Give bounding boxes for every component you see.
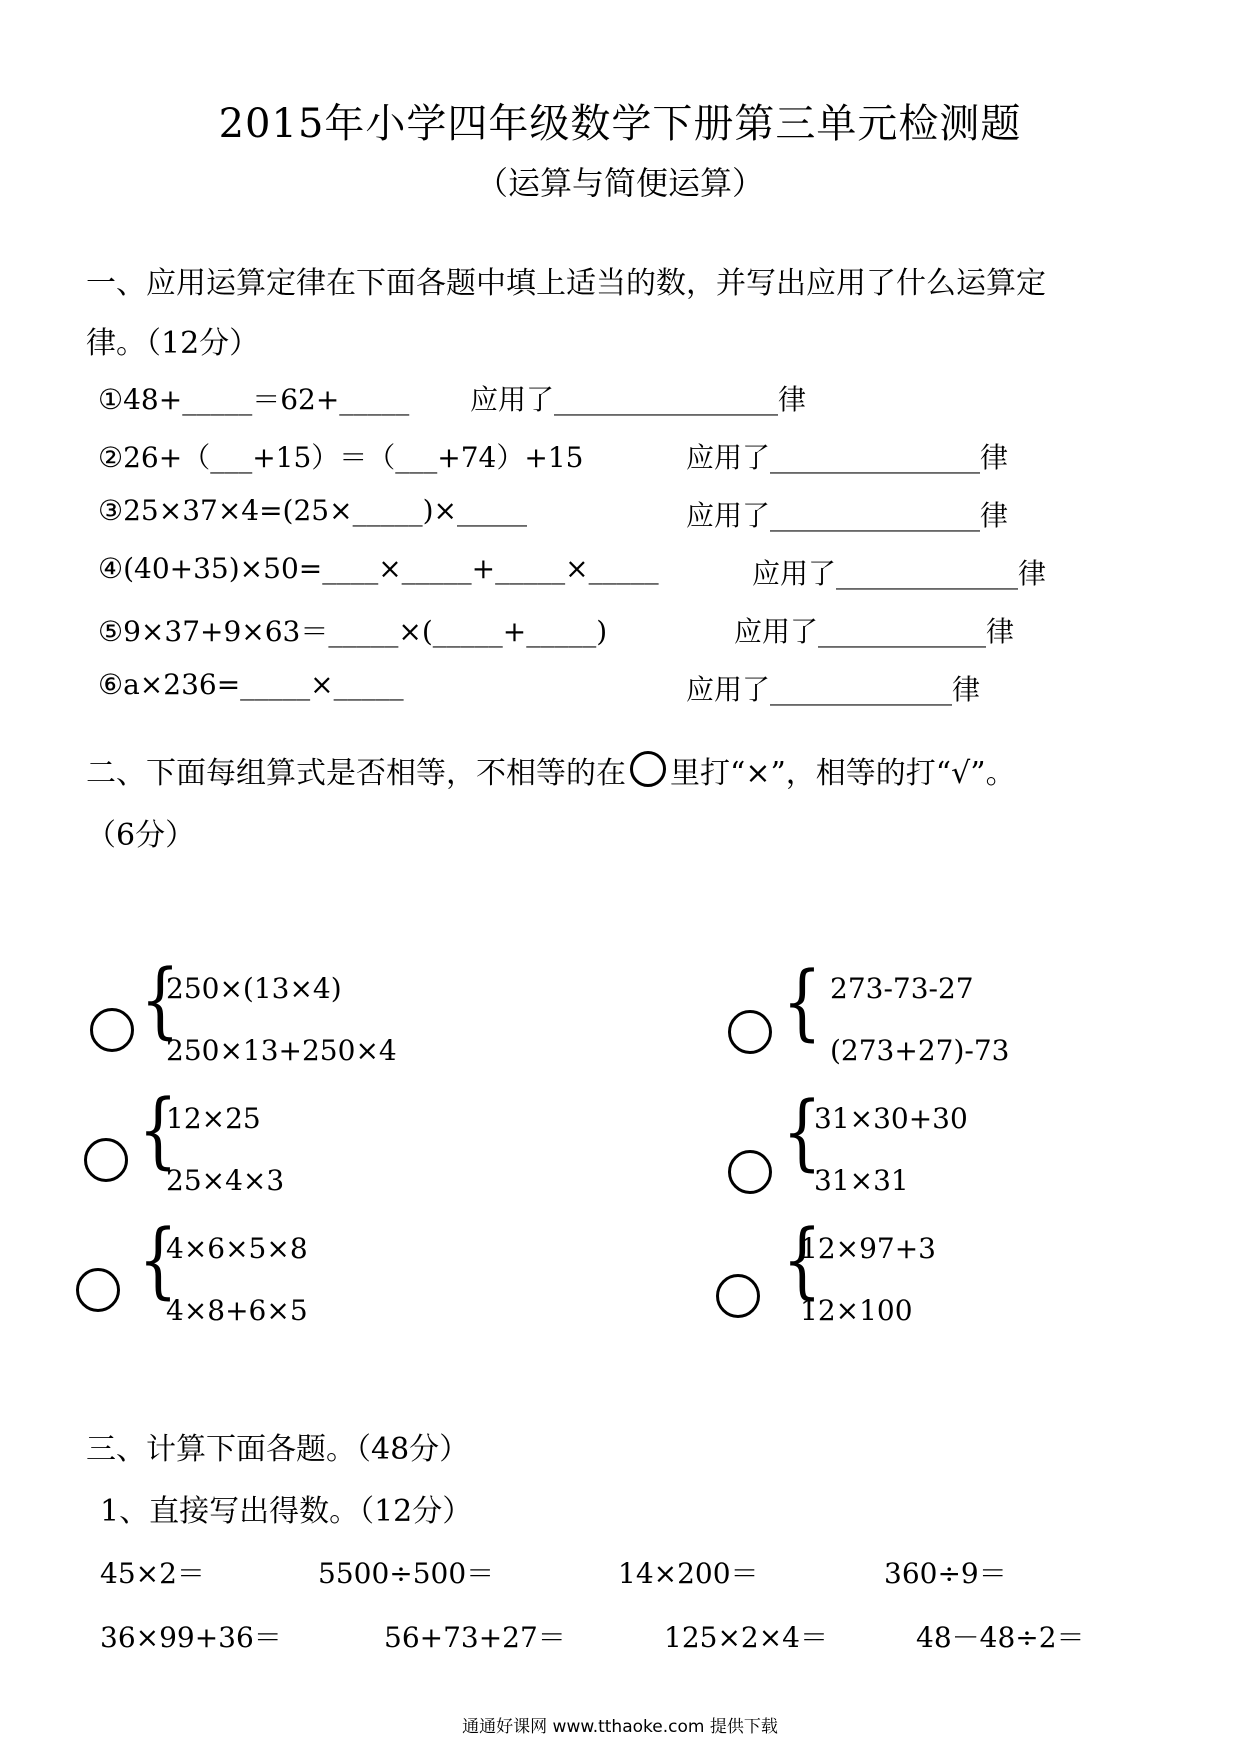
group3-top-expr: 12×25 xyxy=(166,1102,261,1135)
group4-bottom-expr: 31×31 xyxy=(814,1164,909,1197)
brace-2: { xyxy=(782,955,822,1050)
section1-heading-line2: 律。（12分） xyxy=(86,326,260,361)
answer-circle-icon xyxy=(630,751,666,787)
group1-top-expr: 250×(13×4) xyxy=(166,972,342,1005)
calc-r2-c2: 56+73+27＝ xyxy=(384,1621,566,1654)
calc-r2-c4: 48－48÷2＝ xyxy=(916,1621,1085,1654)
s1-item-1-expr: ①48+_____＝62+_____ xyxy=(98,383,410,416)
answer-circle-2[interactable] xyxy=(728,1010,772,1054)
section2-heading-after: 里打“×”，相等的打“√”。 xyxy=(670,756,1016,791)
brace-1: { xyxy=(140,953,180,1048)
group4-top-expr: 31×30+30 xyxy=(814,1102,968,1135)
s1-item-3-expr: ③25×37×4=(25×_____)×_____ xyxy=(98,494,527,527)
group3-bottom-expr: 25×4×3 xyxy=(166,1164,285,1197)
calc-r1-c4: 360÷9＝ xyxy=(884,1557,1007,1590)
calc-r2-c1: 36×99+36＝ xyxy=(100,1621,282,1654)
s1-item-6-expr: ⑥a×236=_____×_____ xyxy=(98,668,404,701)
s1-item-6-label: 应用了_____________律 xyxy=(686,673,981,706)
answer-circle-6[interactable] xyxy=(716,1274,760,1318)
s1-item-1-label: 应用了________________律 xyxy=(470,383,807,416)
section2-heading-before: 二、下面每组算式是否相等，不相等的在 xyxy=(86,756,626,791)
answer-circle-5[interactable] xyxy=(76,1268,120,1312)
calc-r1-c2: 5500÷500＝ xyxy=(318,1557,495,1590)
section3-sub1: 1、直接写出得数。（12分） xyxy=(100,1494,473,1529)
answer-circle-1[interactable] xyxy=(90,1008,134,1052)
s1-item-3-label: 应用了_______________律 xyxy=(686,499,1009,532)
group5-top-expr: 4×6×5×8 xyxy=(166,1232,308,1265)
section3-heading: 三、计算下面各题。（48分） xyxy=(86,1432,470,1467)
page-title: 2015年小学四年级数学下册第三单元检测题 xyxy=(218,101,1022,147)
s1-item-4-label: 应用了_____________律 xyxy=(752,557,1047,590)
section2-heading xyxy=(86,748,1016,792)
footer-source: 通通好课网 www.tthaoke.com 提供下载 xyxy=(462,1717,778,1737)
calc-r1-c3: 14×200＝ xyxy=(618,1557,759,1590)
s1-item-5-expr: ⑤9×37+9×63＝_____×(_____+_____) xyxy=(98,615,608,648)
s1-item-4-expr: ④(40+35)×50=____×_____+_____×_____ xyxy=(98,552,659,585)
answer-circle-4[interactable] xyxy=(728,1150,772,1194)
group5-bottom-expr: 4×8+6×5 xyxy=(166,1294,308,1327)
brace-4: { xyxy=(782,1085,822,1180)
page-subtitle: （运算与简便运算） xyxy=(475,164,764,202)
group6-top-expr: 12×97+3 xyxy=(800,1232,936,1265)
group2-top-expr: 273-73-27 xyxy=(830,972,974,1005)
s1-item-2-expr: ②26+（___+15）＝（___+74）+15 xyxy=(98,441,584,474)
answer-circle-3[interactable] xyxy=(84,1138,128,1182)
brace-5: { xyxy=(138,1213,178,1308)
s1-item-5-label: 应用了____________律 xyxy=(734,615,1015,648)
calc-r2-c3: 125×2×4＝ xyxy=(664,1621,828,1654)
brace-3: { xyxy=(138,1083,178,1178)
section1-heading-line1: 一、应用运算定律在下面各题中填上适当的数，并写出应用了什么运算定 xyxy=(86,266,1046,301)
section2-heading-line2: （6分） xyxy=(86,818,196,853)
group6-bottom-expr: 12×100 xyxy=(800,1294,913,1327)
group1-bottom-expr: 250×13+250×4 xyxy=(166,1034,397,1067)
s1-item-2-label: 应用了_______________律 xyxy=(686,441,1009,474)
calc-r1-c1: 45×2＝ xyxy=(100,1557,205,1590)
brace-6: { xyxy=(782,1213,822,1308)
group2-bottom-expr: (273+27)-73 xyxy=(830,1034,1010,1067)
